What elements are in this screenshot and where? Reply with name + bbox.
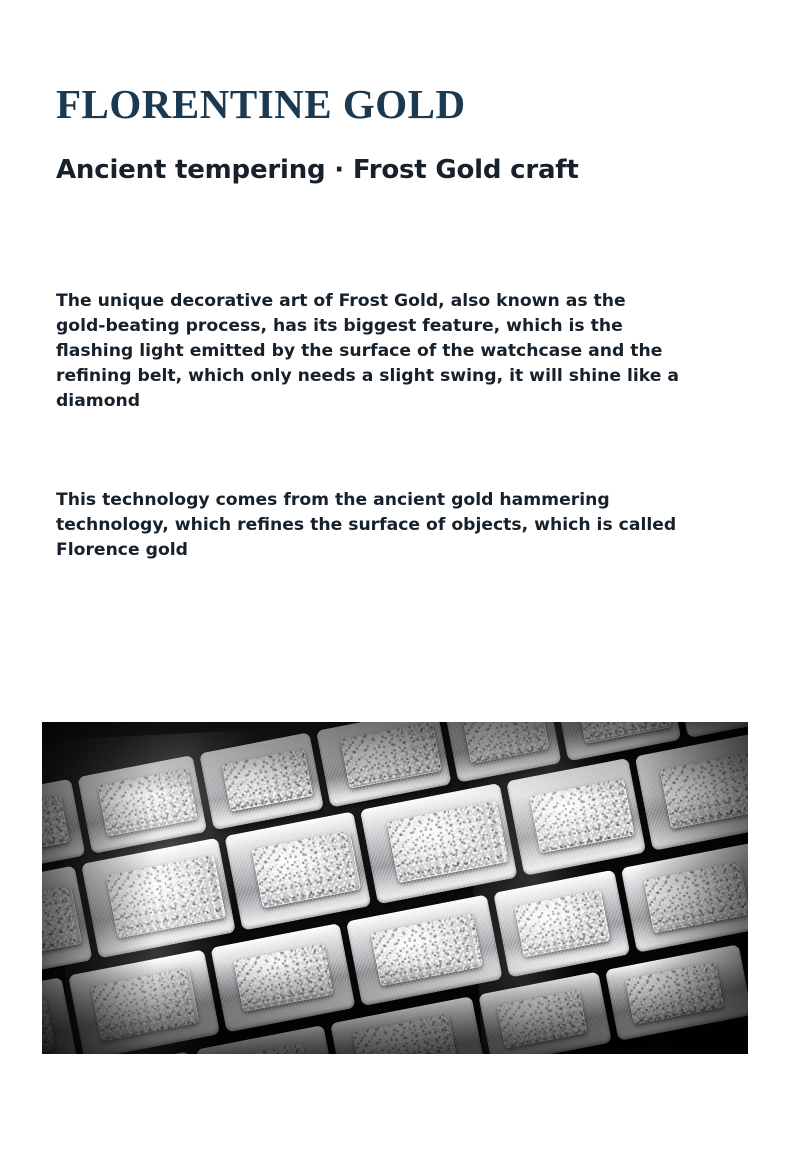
frosted-pad — [529, 778, 634, 853]
frosted-pad — [42, 997, 56, 1054]
bracelet-link — [316, 722, 451, 807]
body-paragraph-2: This technology comes from the ancient gold hammering technology, which refines the surface of objects, which is called Florence gold — [56, 489, 677, 560]
bracelet-link — [673, 722, 748, 738]
frosted-pad — [386, 801, 508, 883]
body-paragraph-1: The unique decorative art of Frost Gold, also known as the gold-beating process, has its biggest feature, which is the flashing light emitted by the surface of the watchcase and the refining belt, which only needs a slight swing, it will shine like a diamond — [56, 291, 679, 411]
page-subtitle: Ancient tempering · Frost Gold craft — [56, 155, 579, 186]
bracelet-link — [210, 923, 354, 1032]
bracelet-link — [493, 870, 630, 978]
frosted-pad — [340, 722, 442, 788]
bracelet-link — [199, 732, 324, 830]
frosted-pad — [462, 722, 549, 764]
bracelet-link — [68, 950, 220, 1054]
frosted-pad — [352, 1014, 457, 1054]
bracelet-link — [345, 895, 503, 1007]
frosted-pad — [659, 750, 748, 829]
text-content — [0, 0, 790, 563]
bracelet-link — [478, 971, 611, 1054]
watch-bracelet-photo — [42, 722, 748, 1054]
photo-canvas — [42, 722, 748, 1054]
frosted-pad — [221, 748, 313, 811]
frosted-pad — [106, 855, 226, 939]
frosted-pad — [233, 944, 333, 1013]
bracelet-band — [42, 722, 748, 1054]
frosted-pad — [575, 722, 671, 744]
bracelet-link — [621, 842, 748, 952]
bracelet-link — [42, 779, 85, 876]
bracelet-link — [77, 755, 207, 854]
frosted-pad — [216, 1043, 311, 1054]
bracelet-link — [506, 758, 646, 876]
frosted-pad — [514, 890, 610, 958]
frosted-pad — [496, 989, 587, 1048]
frosted-pad — [370, 914, 482, 987]
bracelet-link — [81, 838, 235, 959]
bracelet-link — [634, 731, 748, 851]
page-title: FLORENTINE GOLD — [56, 81, 466, 127]
bracelet-link — [359, 783, 517, 904]
frosted-pad — [643, 862, 748, 934]
frosted-pad — [97, 768, 197, 837]
frosted-pad — [625, 962, 724, 1025]
bracelet-link — [224, 812, 371, 931]
frosted-pad — [42, 795, 69, 857]
frosted-pad — [42, 885, 82, 963]
frosted-pad — [90, 968, 199, 1042]
frosted-pad — [251, 831, 361, 909]
